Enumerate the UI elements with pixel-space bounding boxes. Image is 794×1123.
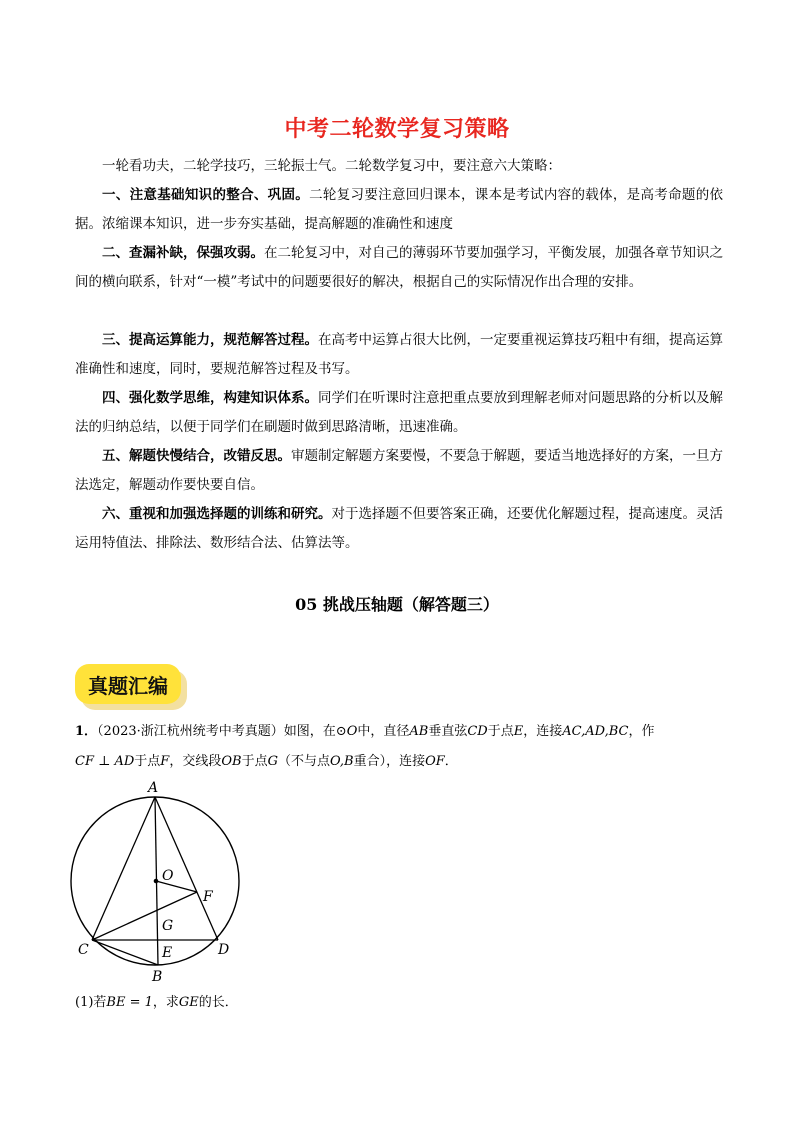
strategy-heading: 三、提高运算能力，规范解答过程。 xyxy=(102,332,318,348)
question-fragment: （不与点 xyxy=(277,754,330,769)
subq-fragment: 的长． xyxy=(198,995,238,1010)
math-var: OF xyxy=(425,754,445,769)
math-var: OB xyxy=(221,754,242,769)
question-fragment: 如图，在 xyxy=(283,724,336,739)
question-fragment: 中，直径 xyxy=(357,724,410,739)
geometry-figure xyxy=(66,774,246,984)
label-a: A xyxy=(148,780,159,796)
badge-label: 真题汇编 xyxy=(75,664,181,704)
strategy-text: 二轮复习要注意回归课本，课本是考试内容的载体，是高考命题的依据。浓缩课本知识，进一步夯实基础，提高解题的准确性和速度 xyxy=(75,187,724,232)
math-var: CD xyxy=(467,724,488,739)
question-fragment: 垂直弦 xyxy=(428,724,468,739)
center-dot xyxy=(154,879,159,884)
strategy-text: 在高考中运算占很大比例，一定要重视运算技巧粗中有细，提高运算准确性和速度，同时，要规范解答过程及书写。 xyxy=(75,332,723,377)
math-var: E xyxy=(513,724,524,739)
math-var: F xyxy=(160,754,170,769)
label-f: F xyxy=(203,889,213,905)
section-title: 05 挑战压轴题（解答题三） xyxy=(295,595,499,614)
strategy-heading: 一、注意基础知识的整合、巩固。 xyxy=(102,187,310,203)
question-fragment: ． xyxy=(444,754,458,769)
page-title: 中考二轮数学复习策略 xyxy=(284,117,510,142)
segment-ac xyxy=(92,797,155,940)
question-number: 1． xyxy=(75,724,98,739)
strategy-heading: 二、查漏补缺，保强攻弱。 xyxy=(102,245,264,261)
label-b: B xyxy=(152,969,163,984)
strategy-3 xyxy=(75,326,723,384)
question-fragment: 于点 xyxy=(134,754,161,769)
label-o: O xyxy=(162,868,174,884)
question-fragment: ，连接 xyxy=(523,724,563,739)
strategy-heading: 五、解题快慢结合，改错反思。 xyxy=(102,448,291,464)
math-var: AB xyxy=(409,724,429,739)
strategy-heading: 四、强化数学思维，构建知识体系。 xyxy=(102,390,318,406)
math-var: G xyxy=(267,754,278,769)
question-fragment: 于点 xyxy=(241,754,268,769)
math-expression: CF ⊥ AD xyxy=(75,754,135,769)
strategy-text: 在二轮复习中，对自己的薄弱环节要加强学习，平衡发展，加强各章节知识之间的横向联系，针对“一模”考试中的问题要很好的解决，根据自己的实际情况作出合理的安排。 xyxy=(75,245,723,290)
subq-fragment: (1)若 xyxy=(75,995,107,1010)
label-c: C xyxy=(78,942,89,958)
question-fragment: ，交线段 xyxy=(169,754,222,769)
badge xyxy=(75,664,189,712)
strategy-text: 对于选择题不但要答案正确，还要优化解题过程，提高速度。灵活运用特值法、排除法、数形结合法、估算法等。 xyxy=(75,506,723,551)
math-expression: BE = 1 xyxy=(106,995,153,1010)
question-fragment: 重合），连接 xyxy=(353,754,426,769)
question-fragment: 于点 xyxy=(487,724,514,739)
strategy-heading: 六、重视和加强选择题的训练和研究。 xyxy=(102,506,332,522)
strategy-4 xyxy=(75,384,723,442)
subq-fragment: ，求 xyxy=(152,995,179,1010)
question-source: （2023·浙江杭州统考中考真题） xyxy=(97,724,284,739)
sub-question-1 xyxy=(75,990,238,1016)
strategy-text: 审题制定解题方案要慢，不要急于解题，要适当地选择好的方案，一旦方法选定，解题动作要快要自信。 xyxy=(75,448,723,493)
math-var: O,B xyxy=(329,754,354,769)
question-text xyxy=(75,717,725,777)
segment-cf xyxy=(92,892,197,940)
question-fragment: ，作 xyxy=(628,724,655,739)
strategy-6 xyxy=(75,500,723,558)
segment-cb xyxy=(92,940,158,965)
strategy-text: 同学们在听课时注意把重点要放到理解老师对问题思路的分析以及解法的归纳总结，以便于同学们在刷题时做到思路清晰，迅速准确。 xyxy=(75,390,723,435)
label-e: E xyxy=(162,945,173,961)
circle-symbol: ⊙ xyxy=(335,724,347,739)
intro-paragraph: 一轮看功夫，二轮学技巧，三轮振士气。二轮数学复习中，要注意六大策略： xyxy=(102,158,561,174)
label-d: D xyxy=(218,942,230,958)
math-var: O xyxy=(346,724,358,739)
strategy-2 xyxy=(75,239,723,297)
math-var: GE xyxy=(178,995,199,1010)
label-g: G xyxy=(162,918,174,934)
math-var: AC,AD,BC xyxy=(562,724,629,739)
strategy-1 xyxy=(75,181,723,239)
strategy-5 xyxy=(75,442,723,500)
